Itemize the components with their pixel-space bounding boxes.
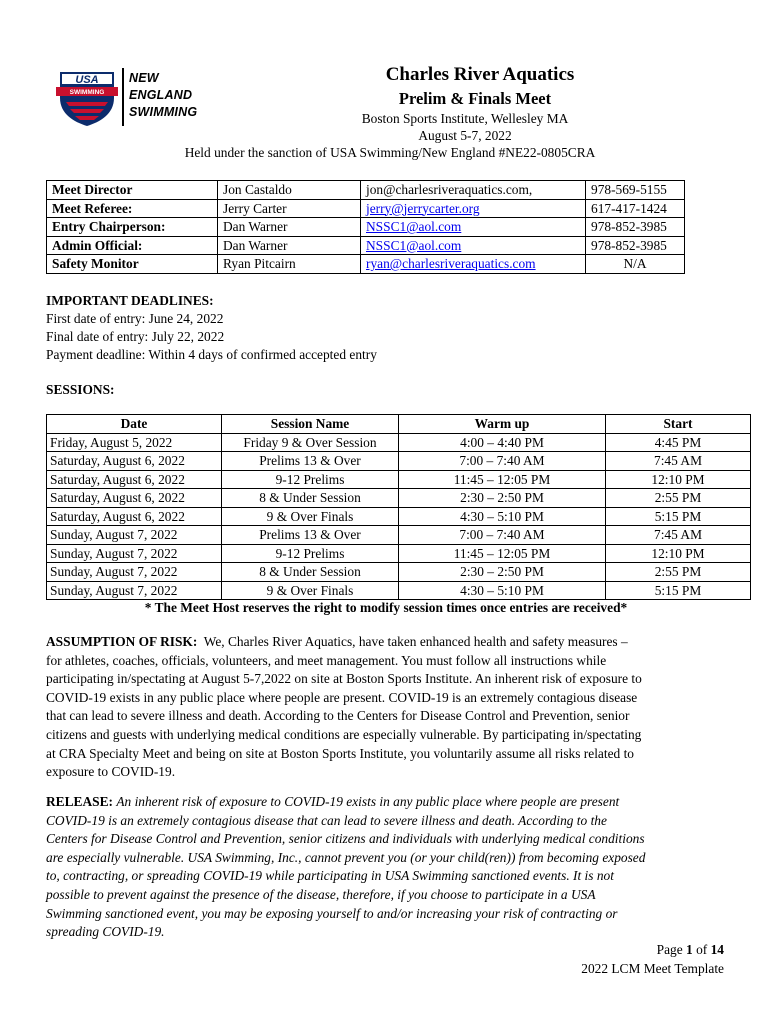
official-email-link[interactable]: ryan@charlesriveraquatics.com <box>366 256 536 271</box>
session-name: Prelims 13 & Over <box>222 526 399 545</box>
official-email: jon@charlesriveraquatics.com, <box>361 181 586 200</box>
session-name: 9 & Over Finals <box>222 507 399 526</box>
session-start: 7:45 AM <box>606 452 751 471</box>
session-warmup: 11:45 – 12:05 PM <box>399 470 606 489</box>
first-entry-date: First date of entry: June 24, 2022 <box>46 311 224 326</box>
assumption-line-4: COVID-19 exists in any public place where people are present. COVID-19 is an extremely contagious disease <box>46 689 638 705</box>
official-row <box>47 218 685 237</box>
release-line-5: to, contracting, or spreading COVID-19 while participating in USA Swimming sanctioned events. It is not <box>46 868 614 884</box>
official-phone: 978-852-3985 <box>586 236 685 255</box>
assumption-line-2: for athletes, coaches, officials, volunteers, and meet management. You must follow all instructions while <box>46 652 607 668</box>
session-notice: * The Meet Host reserves the right to modify session times once entries are received* <box>144 600 628 615</box>
session-date: Sunday, August 7, 2022 <box>47 563 222 582</box>
official-email <box>361 199 586 218</box>
release-section <box>46 793 726 942</box>
session-date: Sunday, August 7, 2022 <box>47 544 222 563</box>
session-row <box>47 526 751 545</box>
assumption-line-5: that can lead to severe illness and death. According to the Centers for Disease Control and Prevention, senior <box>46 708 630 724</box>
official-row <box>47 199 685 218</box>
session-start: 2:55 PM <box>606 563 751 582</box>
session-row <box>47 470 751 489</box>
official-email-link[interactable]: NSSC1@aol.com <box>366 219 462 234</box>
assumption-line-1: ASSUMPTION OF RISK: We, Charles River Aquatics, have taken enhanced health and safety measures – <box>46 634 628 649</box>
payment-deadline: Payment deadline: Within 4 days of confirmed accepted entry <box>46 347 377 362</box>
meet-dates: August 5-7, 2022 <box>418 128 512 143</box>
session-row <box>47 433 751 452</box>
meet-subtitle: Prelim & Finals Meet <box>398 89 552 108</box>
official-row <box>47 181 685 200</box>
session-date: Friday, August 5, 2022 <box>47 433 222 452</box>
sessions-table <box>46 414 751 600</box>
session-warmup: 2:30 – 2:50 PM <box>399 563 606 582</box>
official-email <box>361 218 586 237</box>
session-start: 12:10 PM <box>606 470 751 489</box>
assumption-line-7: at CRA Specialty Meet and being on site at Boston Sports Institute, you voluntarily assume all risks related to <box>46 745 634 761</box>
session-date: Saturday, August 6, 2022 <box>47 489 222 508</box>
official-role: Admin Official: <box>47 236 218 255</box>
session-date: Saturday, August 6, 2022 <box>47 452 222 471</box>
session-row <box>47 507 751 526</box>
sessions-header-row <box>47 415 751 434</box>
col-date: Date <box>47 415 222 434</box>
session-date: Sunday, August 7, 2022 <box>47 526 222 545</box>
meet-title: Charles River Aquatics <box>385 64 575 85</box>
session-name: 8 & Under Session <box>222 563 399 582</box>
assumption-line-6: citizens and guests with underlying medical conditions are especially vulnerable. By participating in/spectating <box>46 726 642 742</box>
logo-usa-text: USA <box>75 74 99 86</box>
official-role: Meet Director <box>47 181 218 200</box>
meet-venue: Boston Sports Institute, Wellesley MA <box>361 111 569 126</box>
page-number: Page 1 of 14 <box>656 942 724 957</box>
official-email-link[interactable]: jerry@jerrycarter.org <box>366 200 480 216</box>
logo-ne-line-3: SWIMMING <box>129 105 198 119</box>
session-start: 2:55 PM <box>606 489 751 508</box>
official-phone: 617-417-1424 <box>586 199 685 218</box>
logo-divider <box>122 68 124 126</box>
official-name: Jon Castaldo <box>218 181 361 200</box>
officials-table <box>46 180 685 274</box>
official-role: Meet Referee: <box>47 199 218 218</box>
assumption-of-risk <box>46 633 726 782</box>
session-row <box>47 563 751 582</box>
session-start: 4:45 PM <box>606 433 751 452</box>
session-warmup: 7:00 – 7:40 AM <box>399 526 606 545</box>
logo-ne-line-2: ENGLAND <box>129 88 193 102</box>
assumption-line-8: exposure to COVID-19. <box>46 764 176 780</box>
release-line-7: Swimming sanctioned event, you may be exposing yourself to and/or increasing your risk of contracting or <box>46 905 618 921</box>
usa-swimming-shield-icon <box>52 68 122 128</box>
release-line-6: possible to prevent against the presence of the disease, therefore, if you choose to participate in a USA <box>46 886 596 902</box>
session-start: 5:15 PM <box>606 507 751 526</box>
official-name: Dan Warner <box>218 236 361 255</box>
session-warmup: 4:30 – 5:10 PM <box>399 581 606 600</box>
final-entry-date: Final date of entry: July 22, 2022 <box>46 329 225 344</box>
official-email <box>361 255 586 274</box>
session-start: 5:15 PM <box>606 581 751 600</box>
session-warmup: 4:00 – 4:40 PM <box>399 433 606 452</box>
session-start: 12:10 PM <box>606 544 751 563</box>
session-date: Saturday, August 6, 2022 <box>47 507 222 526</box>
template-name: 2022 LCM Meet Template <box>581 961 724 976</box>
session-date: Saturday, August 6, 2022 <box>47 470 222 489</box>
session-name: 8 & Under Session <box>222 489 399 508</box>
logo-ne-line-1: NEW <box>129 71 159 85</box>
official-role: Entry Chairperson: <box>47 218 218 237</box>
release-label: RELEASE: <box>46 794 113 809</box>
session-row <box>47 544 751 563</box>
session-row <box>47 452 751 471</box>
col-start: Start <box>606 415 751 434</box>
sessions-heading: SESSIONS: <box>46 382 115 397</box>
official-phone: 978-852-3985 <box>586 218 685 237</box>
session-name: 9-12 Prelims <box>222 544 399 563</box>
official-email <box>361 236 586 255</box>
session-warmup: 11:45 – 12:05 PM <box>399 544 606 563</box>
release-line-8: spreading COVID-19. <box>46 924 165 940</box>
release-line-4: are especially vulnerable. USA Swimming, Inc., cannot prevent you (or your child(ren)) from becoming exposed <box>46 849 646 865</box>
official-email-link[interactable]: NSSC1@aol.com <box>366 237 462 253</box>
official-phone: 978-569-5155 <box>586 181 685 200</box>
release-line-2: COVID-19 is an extremely contagious disease that can lead to severe illness and death. According to the <box>46 812 607 828</box>
assumption-line-3: participating in/spectating at August 5-7,2022 on site at Boston Sports Institute. An inherent risk of exposure to <box>46 671 642 687</box>
official-name: Jerry Carter <box>218 199 361 218</box>
session-row <box>47 581 751 600</box>
session-name: Friday 9 & Over Session <box>222 433 399 452</box>
session-row <box>47 489 751 508</box>
official-role: Safety Monitor <box>47 255 218 274</box>
usa-swimming-logo <box>52 68 202 128</box>
logo-swimming-text: SWIMMING <box>69 89 105 96</box>
official-row <box>47 236 685 255</box>
session-name: 9-12 Prelims <box>222 470 399 489</box>
assumption-label: ASSUMPTION OF RISK: <box>46 634 198 649</box>
session-date: Sunday, August 7, 2022 <box>47 581 222 600</box>
official-phone: N/A <box>586 255 685 274</box>
release-line-1: RELEASE: An inherent risk of exposure to COVID-19 exists in any public place where people are present <box>46 794 620 809</box>
session-name: Prelims 13 & Over <box>222 452 399 471</box>
session-name: 9 & Over Finals <box>222 581 399 600</box>
session-start: 7:45 AM <box>606 526 751 545</box>
deadlines-heading: IMPORTANT DEADLINES: <box>46 293 214 308</box>
session-warmup: 7:00 – 7:40 AM <box>399 452 606 471</box>
official-name: Ryan Pitcairn <box>218 255 361 274</box>
official-name: Dan Warner <box>218 218 361 237</box>
session-warmup: 4:30 – 5:10 PM <box>399 507 606 526</box>
sanction-line: Held under the sanction of USA Swimming/New England #NE22-0805CRA <box>184 145 596 160</box>
official-row <box>47 255 685 274</box>
col-warm-up: Warm up <box>399 415 606 434</box>
session-warmup: 2:30 – 2:50 PM <box>399 489 606 508</box>
release-line-3: Centers for Disease Control and Prevention, senior citizens and individuals with underlying medical conditions <box>46 831 645 847</box>
col-session-name: Session Name <box>222 415 399 434</box>
